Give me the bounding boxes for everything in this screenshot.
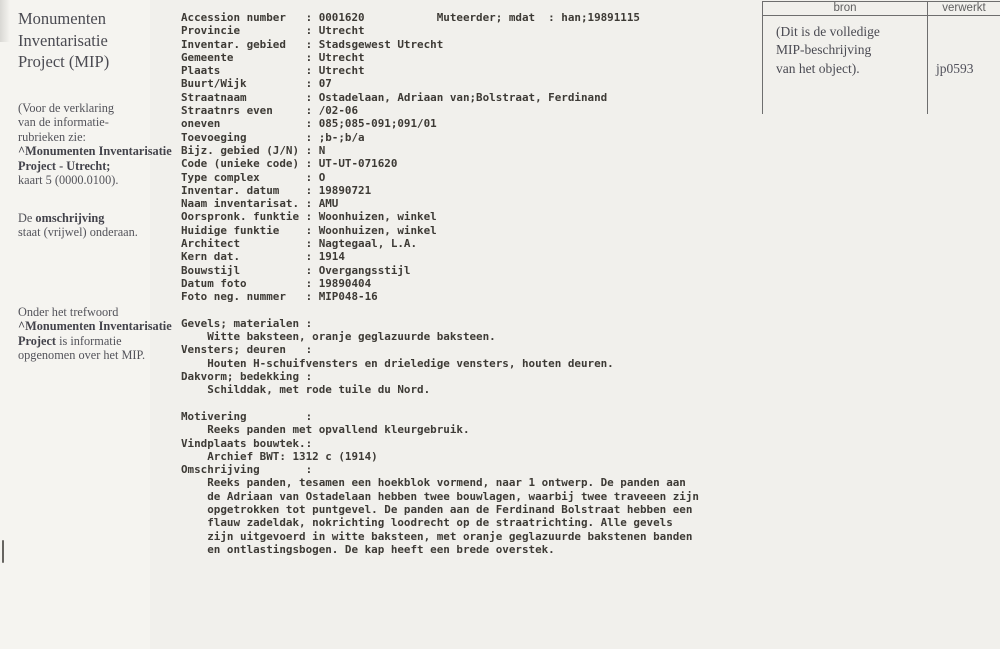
note-verklaring [18, 101, 178, 187]
record-line: de Adriaan van Ostadelaan hebben twee bouwlagen, waarbij twee traveeen zijn [181, 489, 699, 503]
page-title-line: Project (MIP) [18, 52, 110, 71]
record-line: Provincie : Utrecht [181, 24, 365, 38]
note-line: Onder het trefwoord [18, 305, 119, 319]
record-line: Reeks panden met opvallend kleurgebruik. [181, 423, 470, 437]
note-trefwoord [18, 305, 178, 363]
note-line: ^Monumenten Inventarisatie [18, 319, 172, 334]
column-header-bron: bron [833, 2, 857, 14]
note-line: staat (vrijwel) onderaan. [18, 225, 138, 240]
record-line: Gevels; materialen : [181, 316, 313, 330]
table-border-left [762, 1, 763, 114]
note-line: opgenomen over het MIP. [18, 348, 146, 363]
note-line: ^Monumenten Inventarisatie [18, 144, 172, 159]
record-line: Gemeente : Utrecht [181, 50, 365, 64]
record-line: Straatnaam : Ostadelaan, Adriaan van;Bolstraat, Ferdinand [181, 90, 608, 104]
record-line: Architect : Nagtegaal, L.A. [181, 237, 418, 251]
record-line: Datum foto : 19890404 [181, 276, 372, 290]
record-line: Toevoeging : ;b-;b/a [181, 130, 365, 144]
record-line: Reeks panden, tesamen een hoekblok vormend, naar 1 ontwerp. De panden aan [181, 476, 686, 490]
bron-note-line: MIP-beschrijving [776, 42, 872, 58]
bron-cell-note [776, 23, 880, 78]
record-line: zijn uitgevoerd in witte baksteen, met oranje geglazuurde bakstenen banden [181, 529, 693, 543]
bron-note-line: (Dit is de volledige [776, 24, 880, 39]
record-line: Omschrijving : [181, 463, 313, 477]
scan-edge-shadow [0, 0, 10, 42]
record-line: en ontlastingsbogen. De kap heeft een brede overstek. [181, 542, 555, 556]
record-line: Accession number : 0001620 Muteerder; mdat : han;19891115 [181, 11, 640, 24]
record-line: Buurt/Wijk : 07 [181, 77, 332, 91]
note-line: De omschrijving [18, 211, 105, 225]
scan-artifact [2, 540, 4, 563]
record-line: Type complex : O [181, 170, 326, 184]
note-line: kaart 5 (0000.0100). [18, 173, 119, 188]
record-line: Witte baksteen, oranje geglazuurde baksteen. [181, 330, 496, 344]
column-header-verwerkt: verwerkt [942, 2, 986, 14]
table-header-rule [762, 15, 1000, 16]
record-line [181, 304, 699, 317]
table-column-divider [927, 1, 928, 114]
bron-note-line: van het object). [776, 60, 860, 76]
record-line: Inventar. gebied : Stadsgewest Utrecht [181, 37, 444, 51]
record-line: Dakvorm; bedekking : [181, 370, 313, 384]
record-line: Naam inventarisat. : AMU [181, 197, 339, 211]
record-line: Schilddak, met rode tuile du Nord. [181, 383, 431, 397]
record-line: flauw zadeldak, nokrichting loodrecht op de straatrichting. Alle gevels [181, 516, 673, 530]
record-line: Straatnrs even : /02-06 [181, 104, 359, 118]
page-title-line: Monumenten [18, 9, 106, 28]
record-line: Plaats : Utrecht [181, 64, 365, 78]
record-line: Archief BWT: 1312 c (1914) [181, 449, 378, 463]
stamp-table [762, 0, 1000, 115]
record-text [181, 11, 699, 556]
record-line: Motivering : [181, 409, 313, 423]
page-title [18, 8, 109, 73]
record-line: Vindplaats bouwtek.: [181, 436, 313, 450]
note-line: (Voor de verklaring [18, 101, 115, 115]
note-line: rubrieken zie: [18, 129, 86, 144]
note-omschrijving [18, 211, 178, 240]
record-line: Foto neg. nummer : MIP048-16 [181, 290, 378, 304]
record-line: Vensters; deuren : [181, 343, 313, 357]
record-line [181, 397, 699, 410]
note-line: Project - Utrecht; [18, 158, 111, 173]
record-line: oneven : 085;085-091;091/01 [181, 117, 437, 131]
record-line: Huidige funktie : Woonhuizen, winkel [181, 223, 437, 237]
record-line: opgetrokken tot puntgevel. De panden aan de Ferdinand Bolstraat hebben een [181, 502, 693, 516]
record-line: Inventar. datum : 19890721 [181, 183, 372, 197]
sidebar [0, 0, 172, 649]
record-line: Houten H-schuifvensters en drieledige vensters, houten deuren. [181, 356, 614, 370]
record-line: Oorspronk. funktie : Woonhuizen, winkel [181, 210, 437, 224]
record-line: Code (unieke code) : UT-UT-071620 [181, 157, 398, 171]
note-line: Project is informatie [18, 333, 122, 348]
record-line: Kern dat. : 1914 [181, 250, 345, 264]
note-line: van de informatie- [18, 115, 109, 130]
record-line: Bijz. gebied (J/N) : N [181, 143, 326, 157]
verwerkt-cell-value: jp0593 [936, 61, 974, 76]
page-title-line: Inventarisatie [18, 30, 108, 50]
record-line: Bouwstijl : Overgangsstijl [181, 263, 411, 277]
